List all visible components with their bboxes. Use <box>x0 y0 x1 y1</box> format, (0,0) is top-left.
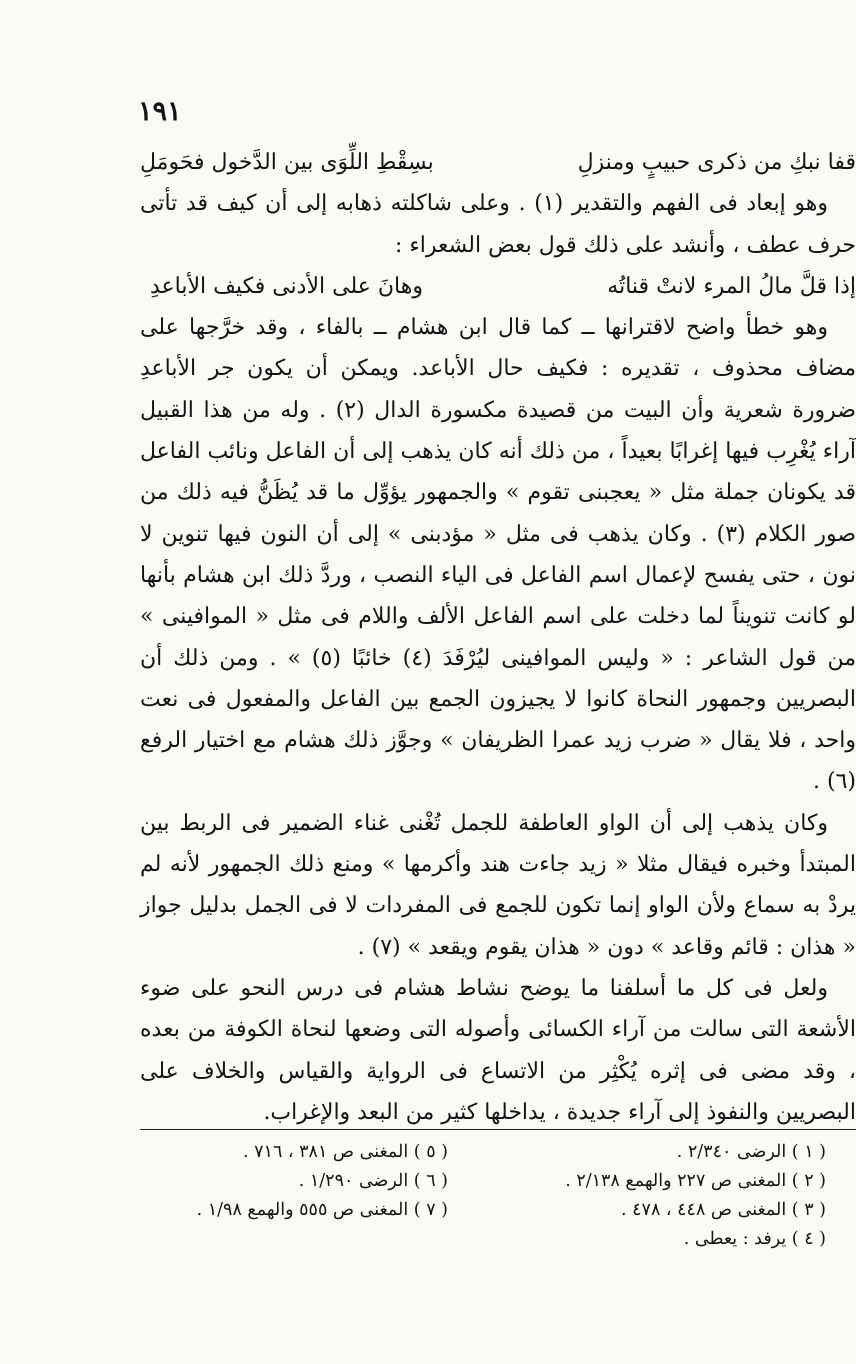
paragraph-1: وهو إبعاد فى الفهم والتقدير (١) . وعلى شاكلته ذهابه إلى أن كيف قد تأتى حرف عطف ، وأنشد على ذلك قول بعض الشعراء : <box>140 191 856 258</box>
main-text <box>140 142 856 1133</box>
footnote-1: ( ١ ) الرضى ٢/٣٤٠ . <box>676 1142 826 1162</box>
verse-1-first-hemistich: قفا نبكِ من ذكرى حبيبٍ ومنزلِ <box>577 150 856 175</box>
verse-2-second-hemistich: وهانَ على الأدنى فكيف الأباعدِ <box>150 273 423 299</box>
footnotes-left-column <box>128 1138 448 1225</box>
footnote-3: ( ٣ ) المغنى ص ٤٤٨ ، ٤٧٨ . <box>621 1200 826 1220</box>
footnote-2: ( ٢ ) المغنى ص ٢٢٧ والهمع ٢/١٣٨ . <box>565 1171 826 1191</box>
page-number: ١٩١ <box>138 96 182 127</box>
verse-1-second-hemistich: بسِقْطِ اللِّوَى بين الدَّخول فحَومَلِ <box>140 150 434 175</box>
footnotes-right-column <box>466 1138 826 1254</box>
paragraph-4: ولعل فى كل ما أسلفنا ما يوضح نشاط هشام فى درس النحو على ضوء الأشعة التى سالت من آراء الكسائى وأصوله التى وضعها لنحاة الكوفة من بعده ، وقد مضى فى إثره يُكْثِر من الاتساع فى الرواية والقياس والخلاف على البصريين والنفوذ إلى آراء جديدة ، يداخلها كثير من البعد والإغراب. <box>140 975 856 1125</box>
verse-2-first-hemistich: إذا قلَّ مالُ المرء لانتْ قناتُه <box>607 273 856 299</box>
footnote-divider <box>140 1129 856 1130</box>
verse-line-1 <box>140 142 856 183</box>
verse-line-2 <box>140 266 856 307</box>
paragraph-3: وكان يذهب إلى أن الواو العاطفة للجمل تُغْنى غناء الضمير فى الربط بين المبتدأ وخبره فيقال مثلا « زيد جاءت هند وأكرمها » ومنع ذلك الجمهور لأنه لم يردْ به سماع ولأن الواو إنما تكون للجمع فى المفردات لا فى الجمل بدليل جواز « هذان : قائم وقاعد » دون « هذان يقوم ويقعد » (٧) . <box>140 810 856 960</box>
paragraph-2: وهو خطأ واضح لاقترانها ــ كما قال ابن هشام ــ بالفاء ، وقد خرَّجها على مضاف محذوف ، تقديره : فكيف حال الأباعد. ويمكن أن يكون جر الأباعدِ ضرورة شعرية وأن البيت من قصيدة مكسورة الدال (٢) . وله من هذا القبيل آراء يُغْرِب فيها إغرابًا بعيداً ، من ذلك أنه كان يذهب إلى أن الفاعل ونائب الفاعل قد يكونان جملة مثل « يعجبنى تقوم » والجمهور يؤوِّل ما قد يُظَنُّ فيه ذلك من صور الكلام (٣) . وكان يذهب فى مثل « مؤدبنى » إلى أن النون فيها تنوين لا نون ، حتى يفسح لإعمال اسم الفاعل فى الياء النصب ، وردَّ ذلك ابن هشام بأنها لو كانت تنويناً لما دخلت على اسم الفاعل الألف واللام فى مثل « الموافينى » من قول الشاعر : « وليس الموافينى ليُرْفَدَ (٤) خائبًا (٥) » . ومن ذلك أن البصريين وجمهور النحاة كانوا لا يجيزون الجمع بين الفاعل والمفعول فى نعت واحد ، فلا يقال « ضرب زيد عمرا الظريفان » وجوَّز ذلك هشام مع اختيار الرفع (٦) . <box>140 315 856 795</box>
footnote-5: ( ٥ ) المغنى ص ٣٨١ ، ٧١٦ . <box>243 1142 448 1162</box>
footnote-6: ( ٦ ) الرضى ١/٢٩٠ . <box>298 1171 448 1191</box>
footnote-4: ( ٤ ) يرفد : يعطى . <box>683 1229 826 1249</box>
footnote-7: ( ٧ ) المغنى ص ٥٥٥ والهمع ١/٩٨ . <box>196 1200 448 1220</box>
